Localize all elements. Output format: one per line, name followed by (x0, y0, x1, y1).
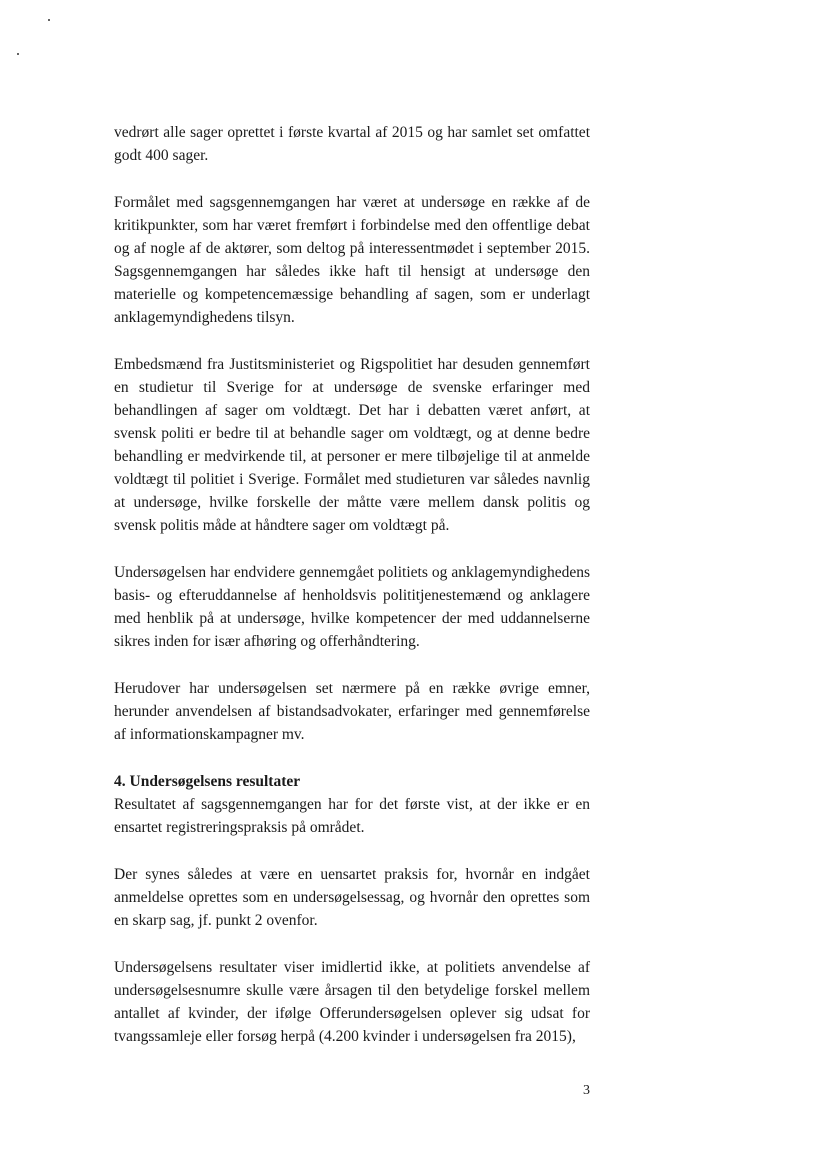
paragraph: Embedsmænd fra Justitsministeriet og Rigspolitiet har desuden gennemført en studietur til Sverige for at undersøge de svenske erfaringer med behandlingen af sager om voldtægt. Det har i debatten været anført, at svensk politi er bedre til at behandle sager om voldtægt, og at denne bedre behandling er medvirkende til, at personer er mere tilbøjelige til at anmelde voldtægt til politiet i Sverige. Formålet med studieturen var således navnlig at undersøge, hvilke forskelle der måtte være mellem dansk politis og svensk politis måde at håndtere sager om voldtægt på. (114, 356, 590, 534)
paragraph: Undersøgelsen har endvidere gennemgået politiets og anklagemyndighedens basis- og efteruddannelse af henholdsvis polititjenestemænd og anklagere med henblik på at undersøge, hvilke kompetencer der med uddannelserne sikres inden for især afhøring og offerhåndtering. (114, 564, 590, 650)
section-heading: 4. Undersøgelsens resultater (114, 773, 301, 790)
paragraph: Formålet med sagsgennemgangen har været at undersøge en række af de kritikpunkter, som har været fremført i forbindelse med den offentlige debat og af nogle af de aktører, som deltog på interessentmødet i september 2015. Sagsgennemgangen har således ikke haft til hensigt at undersøge den materielle og kompetencemæssige behandling af sagen, som er underlagt anklagemyndighedens tilsyn. (114, 194, 590, 326)
paragraph: Herudover har undersøgelsen set nærmere på en række øvrige emner, herunder anvendelsen af bistandsadvokater, erfaringer med gennemførelse af informationskampagner mv. (114, 680, 590, 743)
paragraph: Der synes således at være en uensartet praksis for, hvornår en indgået anmeldelse oprettes som en undersøgelsessag, og hvornår den oprettes som en skarp sag, jf. punkt 2 ovenfor. (114, 866, 590, 929)
scan-speck (17, 53, 19, 55)
document-body (114, 121, 590, 1048)
scan-speck (48, 19, 50, 21)
paragraph: Resultatet af sagsgennemgangen har for det første vist, at der ikke er en ensartet registreringspraksis på området. (114, 796, 590, 836)
paragraph: vedrørt alle sager oprettet i første kvartal af 2015 og har samlet set omfattet godt 400 sager. (114, 124, 590, 164)
paragraph: Undersøgelsens resultater viser imidlertid ikke, at politiets anvendelse af undersøgelsesnumre skulle være årsagen til den betydelige forskel mellem antallet af kvinder, der ifølge Offerundersøgelsen oplever sig udsat for tvangssamleje eller forsøg herpå (4.200 kvinder i undersøgelsen fra 2015), (114, 959, 590, 1045)
page-number: 3 (583, 1083, 590, 1098)
